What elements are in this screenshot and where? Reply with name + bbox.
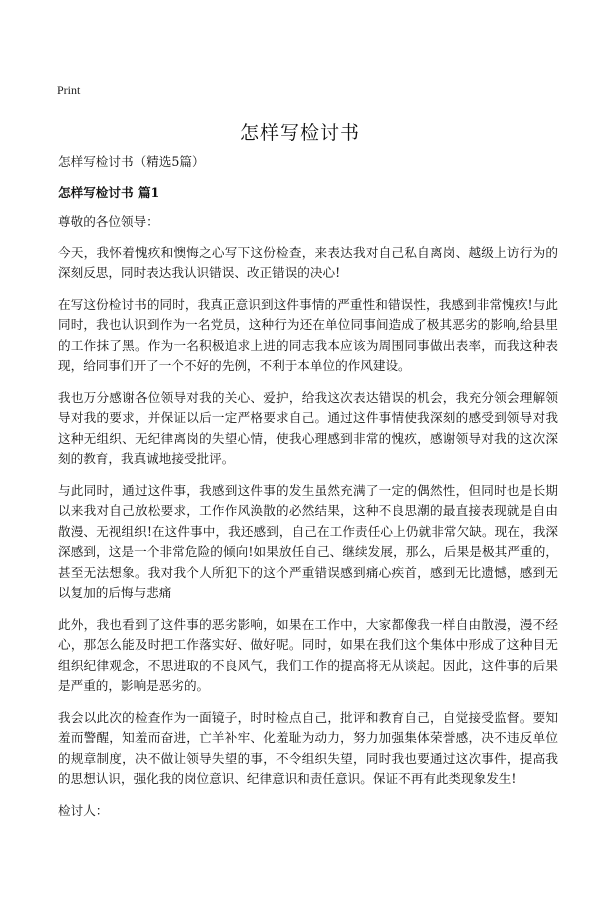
- paragraph: 今天，我怀着愧疚和懊悔之心写下这份检查，来表达我对自己私自离岗、越级上访行为的深刻反思，同时表达我认识错误、改正错误的决心!: [58, 244, 558, 280]
- paragraph: 我也万分感谢各位领导对我的关心、爱护，给我这次表达错误的机会，我充分领会理解领导对我的要求，并保证以后一定严格要求自己。通过这件事情使我深刻的感受到领导对我这种无组织、无纪律离岗的失望心情，使我心理感到非常的愧疚，感谢领导对我的这次深刻的教育，我真诚地接受批评。: [58, 389, 558, 466]
- print-label: Print: [57, 83, 81, 97]
- document-subtitle: 怎样写检讨书（精选5篇）: [58, 154, 205, 169]
- salutation: 尊敬的各位领导：: [58, 214, 159, 229]
- section-heading: 怎样写检讨书 篇1: [58, 184, 160, 200]
- paragraph: 我会以此次的检查作为一面镜子，时时检点自己，批评和教育自己，自觉接受监督。要知羞而警醒，知羞而奋进，亡羊补牢、化羞耻为动力，努力加强集体荣誉感，决不违反单位的规章制度，决不做让领导失望的事，不令组织失望，同时我也要通过这次事件，提高我的思想认识，强化我的岗位意识、纪律意识和责任意识。保证不再有此类现象发生!: [58, 709, 558, 786]
- document-title: 怎样写检讨书: [239, 122, 360, 144]
- paragraph: 在写这份检讨书的同时，我真正意识到这件事情的严重性和错误性，我感到非常愧疚!与此同时，我也认识到作为一名党员，这种行为还在单位同事间造成了极其恶劣的影响,给县里的工作抹了黑。作为一名积极追求上进的同志我本应该为周围同事做出表率，而我这种表现，给同事们开了一个不好的先例，不利于本单位的作风建设。: [58, 296, 558, 373]
- document-body: [58, 152, 558, 821]
- paragraph: 与此同时，通过这件事，我感到这件事的发生虽然充满了一定的偶然性，但同时也是长期以来我对自己放松要求，工作作风涣散的必然结果，这种不良思潮的最直接表现就是自由散漫、无视组织!在这件事中，我还感到，自己在工作责任心上仍就非常欠缺。现在，我深深感到，这是一个非常危险的倾向!如果放任自己、继续发展，那么，后果是极其严重的，甚至无法想象。我对我个人所犯下的这个严重错误感到痛心疾首，感到无比遗憾，感到无以复加的后悔与悲痛: [58, 482, 558, 600]
- signature-line: 检讨人：: [58, 802, 109, 818]
- paragraph: 此外，我也看到了这件事的恶劣影响，如果在工作中，大家都像我一样自由散漫，漫不经心，那怎么能及时把工作落实好、做好呢。同时，如果在我们这个集体中形成了这种目无组织纪律观念，不思进取的不良风气，我们工作的提高将无从谈起。因此，这件事的后果是严重的，影响是恶劣的。: [58, 616, 558, 693]
